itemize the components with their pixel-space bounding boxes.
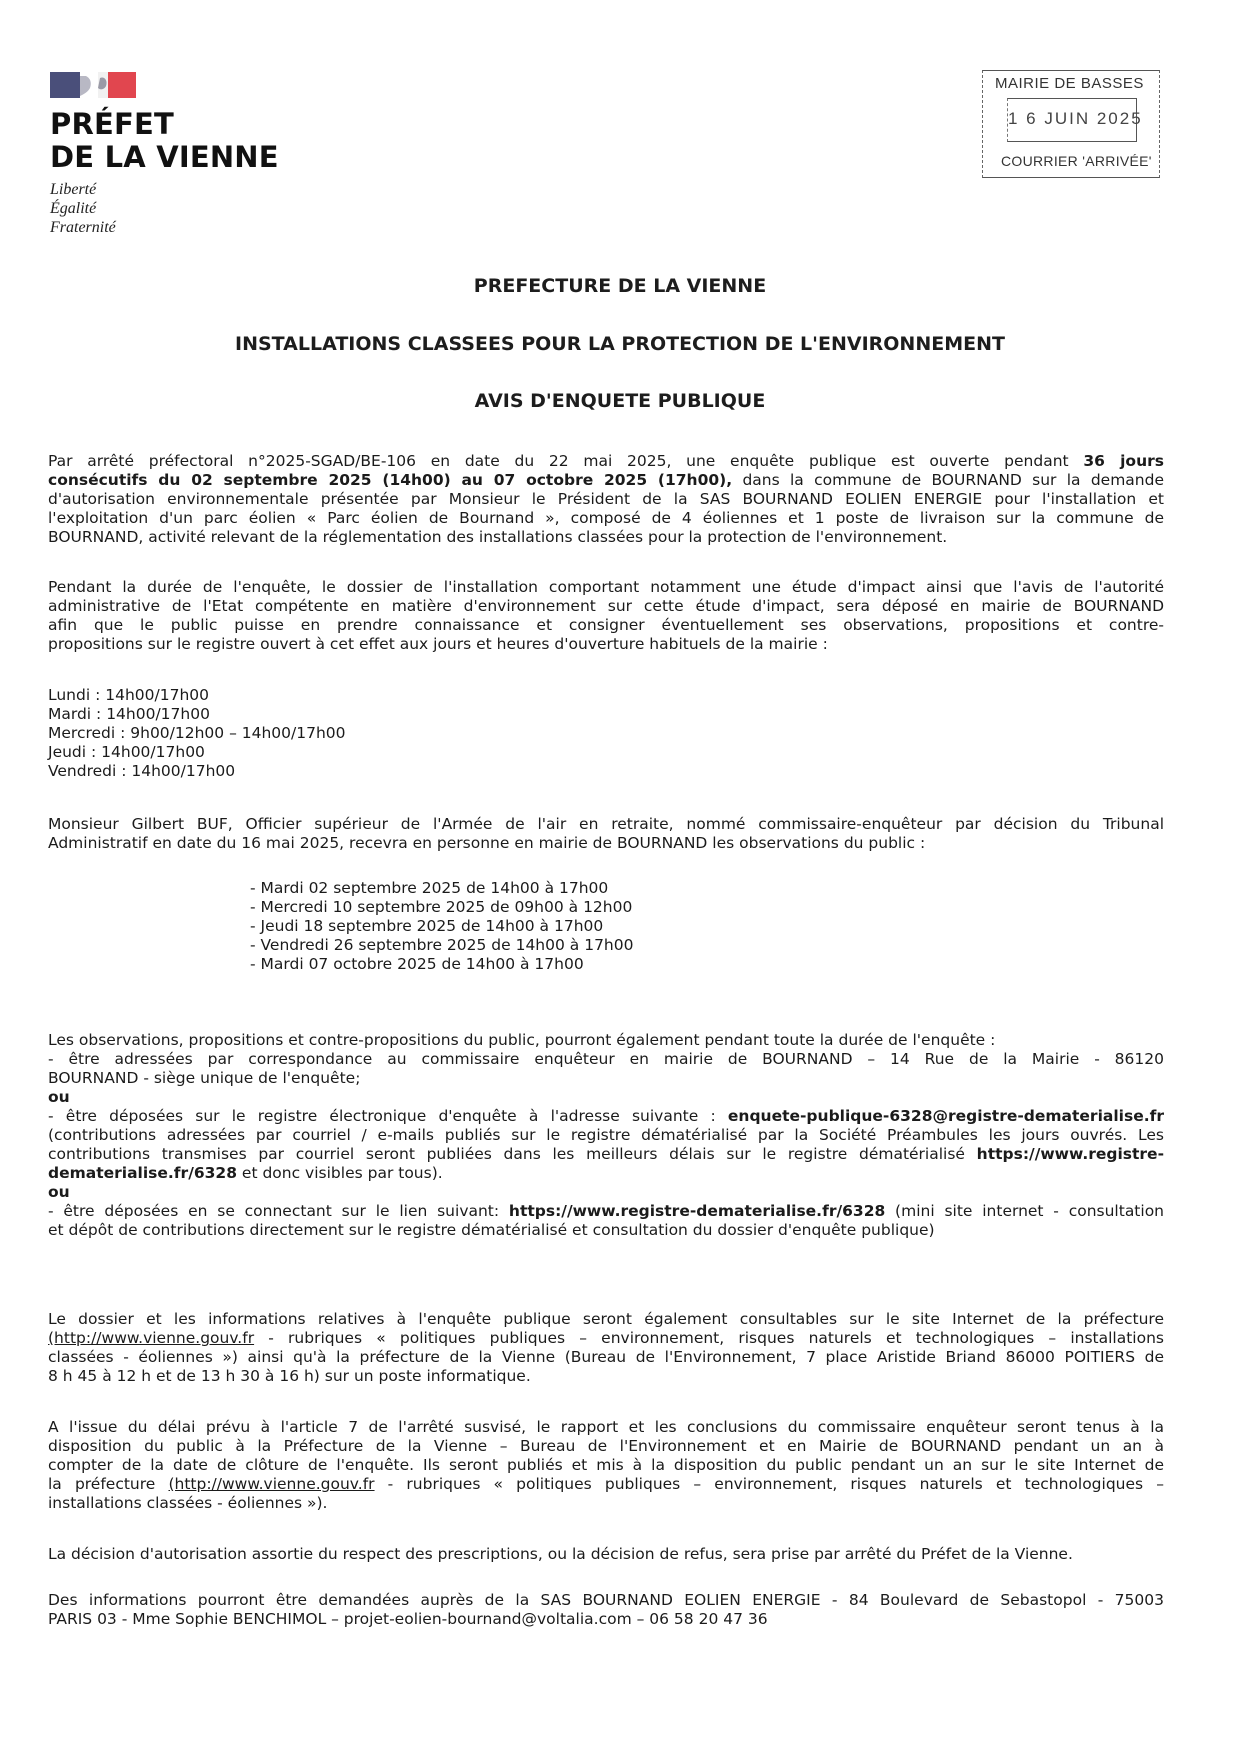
permanences-list bbox=[250, 879, 950, 974]
prefecture-website-link-2[interactable]: (http://www.vienne.gouv.fr bbox=[168, 1475, 375, 1493]
paragraph-arrete: Par arrêté préfectoral n°2025-SGAD/BE-106 en date du 22 mai 2025, une enquête publique est ouverte pendant 36 jours consécutifs du 02 septembre 2025 (14h00) au 07 octobre 2025 (17h00), dans la commune de BOURNAND sur la demande d'autorisation environnementale présentée par Monsieur le Président de la SAS BOURNAND EOLIEN ENERGIE pour l'installation et l'exploitation d'un parc éolien « Parc éolien de Bournand », composé de 4 éoliennes et 1 poste de livraison sur la commune de BOURNAND, activité relevant de la réglementation des installations classées pour la protection de l'environnement. bbox=[48, 452, 1164, 546]
paragraph-observations: Les observations, propositions et contre-propositions du public, pourront également pendant toute la durée de l'enquête : - être adressées par correspondance au commissaire enquêteur en mairie de BOURNAND – 14 Rue de la Mairie - 86120 BOURNAND - siège unique de l'enquête; ou - être déposées sur le registre électronique d'enquête à l'adresse suivante : enquete-publique-6328@registre-dematerialise.fr (contributions adressées par courriel / e-mails publiés sur le registre dématérialisé par la Société Préambules les jours ouvrés. Les contributions transmises par courriel seront publiées dans les meilleurs délais sur le registre dématérialisé https://www.registre- dematerialise.fr/6328 et donc visibles par tous). ou - être déposées en se connectant sur le lien suivant: https://www.registre-dematerialise.fr/6328 (mini site internet - consultation et dépôt de contributions directement sur le registre dématérialisé et consultation du dossier d'enquête publique) bbox=[48, 1031, 1165, 1239]
paragraph-consultation: Le dossier et les informations relatives à l'enquête publique seront également consultables sur le site Internet de la préfecture (http://www.vienne.gouv.fr - rubriques « politiques publiques – environnement, risques naturels et technologiques – installations classées - éoliennes ») ainsi qu'à la préfecture de la Vienne (Bureau de l'Environnement, 7 place Aristide Briand 86000 POITIERS de 8 h 45 à 12 h et de 13 h 30 à 16 h) sur un poste informatique. bbox=[48, 1310, 1164, 1385]
paragraph-rapport: A l'issue du délai prévu à l'article 7 de l'arrêté susvisé, le rapport et les conclusions du commissaire enquêteur seront tenus à la disposition du public à la Préfecture de la Vienne – Bureau de l'Environnement et en Mairie de BOURNAND pendant un an à compter de la date de clôture de l'enquête. Ils seront publiés et mis à la disposition du public pendant un an sur le site Internet de la préfecture (http://www.vienne.gouv.fr - rubriques « politiques publiques – environnement, risques naturels et technologiques – installations classées - éoliennes »). bbox=[48, 1418, 1164, 1512]
opening-hours-list bbox=[48, 686, 1164, 781]
marianne-logo-icon bbox=[50, 66, 140, 100]
list-item: Lundi : 14h00/17h00 bbox=[48, 686, 209, 704]
list-item: - Mardi 07 octobre 2025 de 14h00 à 17h00 bbox=[250, 955, 584, 973]
list-item: - Jeudi 18 septembre 2025 de 14h00 à 17h00 bbox=[250, 917, 604, 935]
list-item: - Mercredi 10 septembre 2025 de 09h00 à 12h00 bbox=[250, 898, 633, 916]
paragraph-commissaire: Monsieur Gilbert BUF, Officier supérieur de l'Armée de l'air en retraite, nommé commissaire-enquêteur par décision du Tribunal Administratif en date du 16 mai 2025, recevra en personne en mairie de BOURNAND les observations du public : bbox=[48, 815, 1164, 852]
republic-motto: Liberté Égalité Fraternité bbox=[50, 181, 116, 236]
list-item: - Vendredi 26 septembre 2025 de 14h00 à 17h00 bbox=[250, 936, 634, 954]
title-icpe: INSTALLATIONS CLASSEES POUR LA PROTECTION DE L'ENVIRONNEMENT bbox=[235, 333, 1005, 355]
list-item: - Mardi 02 septembre 2025 de 14h00 à 17h00 bbox=[250, 879, 609, 897]
title-prefecture: PREFECTURE DE LA VIENNE bbox=[473, 275, 767, 297]
stamp-label: COURRIER 'ARRIVÉE' bbox=[1001, 153, 1152, 169]
paragraph-decision: La décision d'autorisation assortie du respect des prescriptions, ou la décision de refus, sera prise par arrêté du Préfet de la Vienne. bbox=[48, 1545, 1073, 1563]
registre-url-link[interactable]: https://www.registre- bbox=[976, 1145, 1164, 1163]
reception-stamp bbox=[982, 70, 1160, 178]
registre-url-link-cont[interactable]: dematerialise.fr/6328 bbox=[48, 1164, 237, 1182]
stamp-date: 1 6 JUIN 2025 bbox=[1008, 109, 1143, 128]
title-avis: AVIS D'ENQUETE PUBLIQUE bbox=[474, 390, 766, 412]
list-item: Mardi : 14h00/17h00 bbox=[48, 705, 210, 723]
registre-email-link[interactable]: enquete-publique-6328@registre-dematerialise.fr bbox=[727, 1107, 1164, 1125]
prefect-title: PRÉFET DE LA VIENNE bbox=[50, 107, 279, 174]
list-item: Vendredi : 14h00/17h00 bbox=[48, 762, 236, 780]
list-item: Mercredi : 9h00/12h00 – 14h00/17h00 bbox=[48, 724, 346, 742]
paragraph-dossier: Pendant la durée de l'enquête, le dossier de l'installation comportant notamment une étude d'impact ainsi que l'avis de l'autorité administrative de l'Etat compétente en matière d'environnement sur cette étude d'impact, sera déposé en mairie de BOURNAND afin que le public puisse en prendre connaissance et consigner éventuellement ses observations, propositions et contre- propositions sur le registre ouvert à cet effet aux jours et heures d'ouverture habituels de la mairie : bbox=[48, 578, 1164, 653]
stamp-town: MAIRIE DE BASSES bbox=[995, 75, 1144, 92]
stamp-date-box bbox=[1007, 98, 1143, 142]
prefecture-logo-block bbox=[50, 66, 350, 237]
prefecture-website-link[interactable]: (http://www.vienne.gouv.fr bbox=[48, 1329, 255, 1347]
list-item: Jeudi : 14h00/17h00 bbox=[48, 743, 205, 761]
paragraph-contact: Des informations pourront être demandées auprès de la SAS BOURNAND EOLIEN ENERGIE - 84 Boulevard de Sebastopol - 75003 PARIS 03 - Mme Sophie BENCHIMOL – projet-eolien-bournand@voltalia.com – 06 58 20 47 36 bbox=[48, 1591, 1164, 1628]
registre-site-link[interactable]: https://www.registre-dematerialise.fr/6328 bbox=[508, 1202, 886, 1220]
